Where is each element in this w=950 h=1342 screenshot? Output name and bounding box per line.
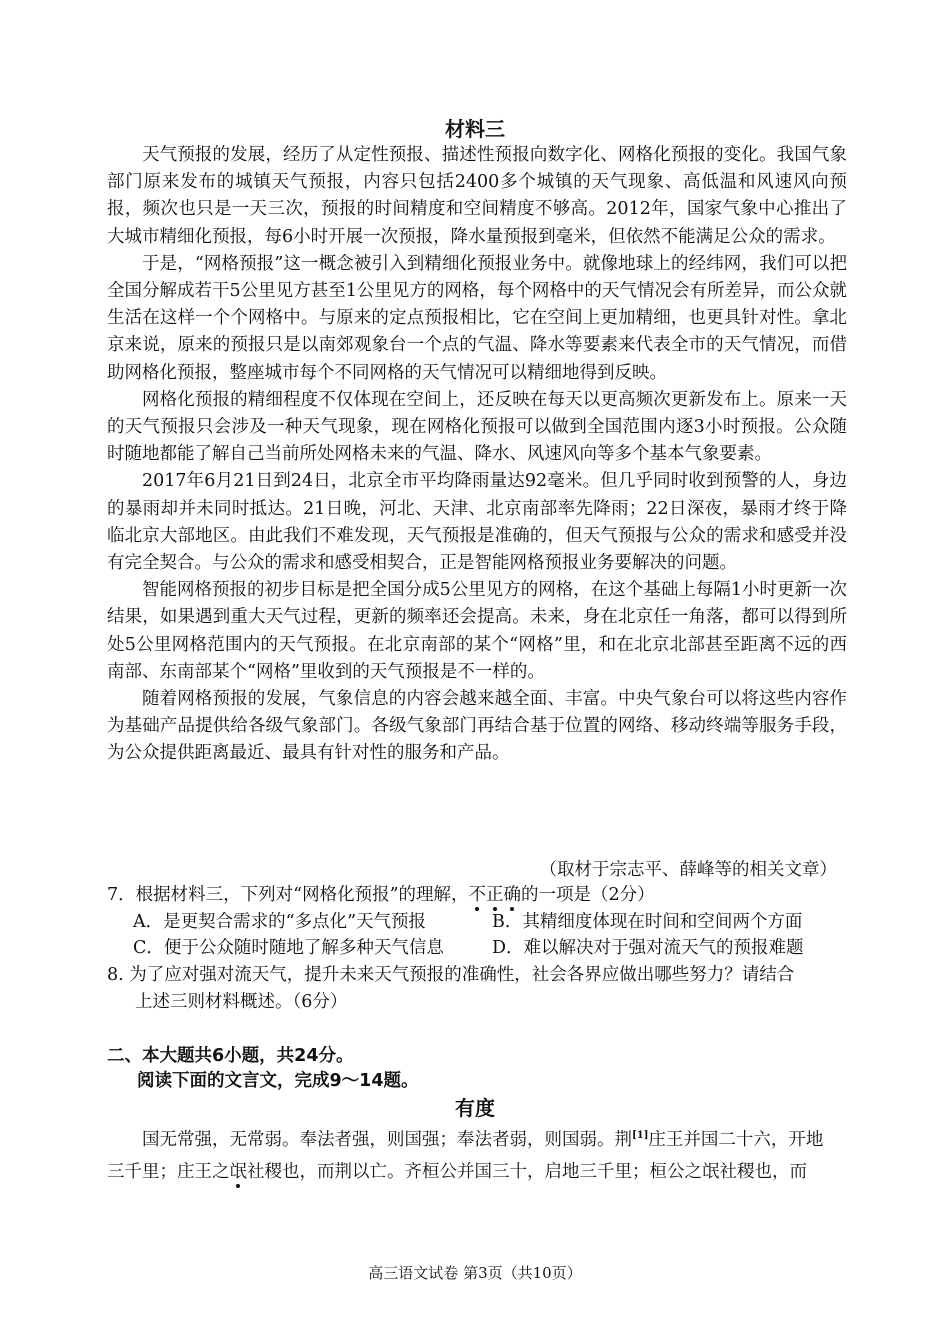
question-7-prefix: 7．根据材料三，下列对“网格化预报”的理解， (107, 885, 469, 905)
emphasis-char: 氓 (229, 1161, 247, 1182)
question-7-suffix: 的一项是（2分） (521, 885, 655, 905)
footnote-marker: [1] (632, 1130, 649, 1141)
section-instruction: 阅读下面的文言文，完成9～14题。 (137, 1071, 419, 1091)
question-8-line2: 上述三则材料概述。（6分） (135, 992, 348, 1012)
classical-line (107, 1156, 847, 1188)
classical-text (107, 1120, 847, 1188)
paragraph: 于是，“网格预报”这一概念被引入到精细化预报业务中。就像地球上的经纬网，我们可以把全国分解成若干5公里见方甚至1公里见方的网格，每个网格中的天气情况会有所差异，而公众就生活在这样一个个网格中。与原来的定点预报相比，它在空间上更加精细，也更具针对性。拿北京来说，原来的预报只是以南郊观象台一个点的气温、降水等要素来代表全市的天气情况，而借助网格化预报，整座城市每个不同网格的天气情况可以精细地得到反映。 (107, 253, 847, 383)
classical-title: 有度 (455, 1096, 495, 1120)
question-8-line1: 8. 为了应对强对流天气，提升未来天气预报的准确性，社会各界应做出哪些努力？请结合 (107, 965, 795, 985)
classical-text-segment: 庄王并国二十六，开地 (648, 1129, 824, 1150)
material-title: 材料三 (445, 117, 505, 141)
option-c: C．便于公众随时随地了解多种天气信息 (133, 938, 444, 958)
paragraph: 随着网格预报的发展，气象信息的内容会越来越全面、丰富。中央气象台可以将这些内容作为基础产品提供给各级气象部门。各级气象部门再结合基于位置的网络、移动终端等服务手段，为公众提供距离最近、最具有针对性的服务和产品。 (107, 689, 847, 764)
option-a: A．是更契合需求的“多点化”天气预报 (133, 912, 427, 932)
page-footer: 高三语文试卷 第3页（共10页） (368, 1264, 582, 1282)
emphasis-char: 不 (468, 885, 487, 905)
emphasis-char: 确 (503, 885, 522, 905)
paragraph: 智能网格预报的初步目标是把全国分成5公里见方的网格，在这个基础上每隔1小时更新一次结果，如果遇到重大天气过程，更新的频率还会提高。未来，身在北京任一角落，都可以得到所处5公里网格范围内的天气预报。在北京南部的某个“网格”里，和在北京北部甚至距离不远的西南部、东南部某个“网格”里收到的天气预报是不一样的。 (107, 580, 847, 682)
classical-text-segment: 国无常强，无常弱。奉法者强，则国强；奉法者弱，则国弱。荆 (142, 1129, 632, 1150)
classical-line (107, 1120, 847, 1156)
question-8 (107, 962, 867, 1016)
paragraph: 网格化预报的精细程度不仅体现在空间上，还反映在每天以更高频次更新发布上。原来一天的天气预报只会涉及一种天气现象，现在网格化预报可以做到全国范围内逐3小时预报。公众随时随地都能了解自己当前所处网格未来的气温、降水、风速风向等多个基本气象要素。 (107, 389, 847, 465)
question-7 (107, 882, 867, 909)
paragraph: 2017年6月21日到24日，北京全市平均降雨量达92毫米。但几乎同时收到预警的人，身边的暴雨却并未同时抵达。21日晚，河北、天津、北京南部率先降雨；22日深夜，暴雨才终于降临北京大部地区。由此我们不难发现，天气预报是准确的，但天气预报与公众的需求和感受并没有完全契合。与公众的需求和感受相契合，正是智能网格预报业务要解决的问题。 (107, 471, 847, 574)
option-b: B．其精细度体现在时间和空间两个方面 (492, 912, 803, 932)
paragraph: 天气预报的发展，经历了从定性预报、描述性预报向数字化、网格化预报的变化。我国气象部门原来发布的城镇天气预报，内容只包括2400多个城镇的天气现象、高低温和风速风向预报，频次也只是一天三次，预报的时间精度和空间精度不够高。2012年，国家气象中心推出了大城市精细化预报，每6小时开展一次预报，降水量预报到毫米，但依然不能满足公众的需求。 (107, 145, 847, 247)
classical-text-segment: 社稷也，而荆以亡。齐桓公并国三十，启地三千里；桓公之氓社稷也，而 (247, 1161, 807, 1182)
option-d: D．难以解决对于强对流天气的预报难题 (492, 938, 804, 958)
classical-text-segment: 三千里；庄王之 (107, 1161, 230, 1182)
material-body (107, 142, 847, 768)
source-citation: （取材于宗志平、薛峰等的相关文章） (539, 860, 837, 880)
emphasis-char: 正 (486, 885, 504, 905)
section-heading: 二、本大题共6小题，共24分。 (107, 1046, 354, 1066)
